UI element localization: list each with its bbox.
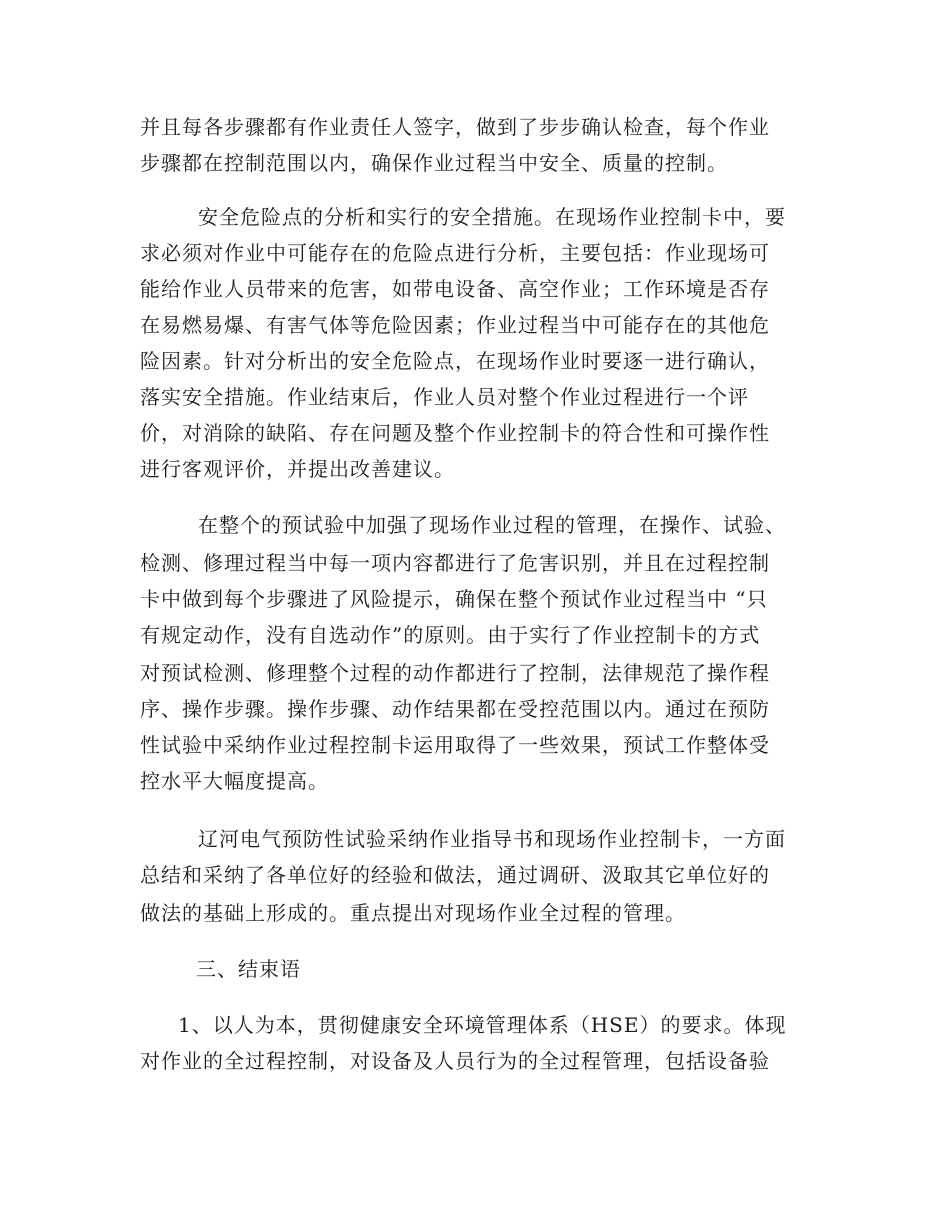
paragraph-2-line-1: 安全危险点的分析和实行的安全措施。在现场作业控制卡中，要 bbox=[198, 205, 786, 229]
paragraph-4-line-3: 做法的基础上形成的。重点提出对现场作业全过程的管理。 bbox=[140, 901, 686, 925]
paragraph-3-line-3: 卡中做到每个步骤进了风险提示，确保在整个预试作业过程当中 “只 bbox=[140, 587, 768, 611]
paragraph-2-line-7: 价，对消除的缺陷、存在问题及整个作业控制卡的符合性和可操作性 bbox=[140, 421, 770, 445]
paragraph-1-line-2: 步骤都在控制范围以内，确保作业过程当中安全、质量的控制。 bbox=[140, 151, 728, 175]
paragraph-3-line-2: 检测、修理过程当中每一项内容都进行了危害识别，并且在过程控制 bbox=[140, 551, 770, 575]
paragraph-4-line-1: 辽河电气预防性试验采纳作业指导书和现场作业控制卡，一方面 bbox=[198, 827, 786, 851]
paragraph-1-line-1: 并且每各步骤都有作业责任人签字，做到了步步确认检查，每个作业 bbox=[140, 115, 770, 139]
paragraph-2-line-2: 求必须对作业中可能存在的危险点进行分析，主要包括：作业现场可 bbox=[140, 241, 770, 265]
paragraph-2-line-6: 落实安全措施。作业结束后，作业人员对整个作业过程进行一个评 bbox=[140, 385, 749, 409]
paragraph-4-line-2: 总结和采纳了各单位好的经验和做法，通过调研、汲取其它单位好的 bbox=[140, 863, 770, 887]
numbered-item-1-line-1: 1、以人为本，贯彻健康安全环境管理体系（HSE）的要求。体现 bbox=[178, 1013, 787, 1037]
paragraph-3-line-8: 控水平大幅度提高。 bbox=[140, 769, 329, 793]
paragraph-2-line-3: 能给作业人员带来的危害，如带电设备、高空作业；工作环境是否存 bbox=[140, 277, 770, 301]
paragraph-2-line-5: 险因素。针对分析出的安全危险点，在现场作业时要逐一进行确认， bbox=[140, 349, 770, 373]
paragraph-3-line-4: 有规定动作，没有自选动作”的原则。由于实行了作业控制卡的方式 bbox=[140, 623, 761, 647]
paragraph-3-line-7: 性试验中采纳作业过程控制卡运用取得了一些效果，预试工作整体受 bbox=[140, 733, 770, 757]
paragraph-3-line-1: 在整个的预试验中加强了现场作业过程的管理，在操作、试验、 bbox=[198, 513, 786, 537]
section-heading: 三、结束语 bbox=[196, 957, 301, 981]
numbered-item-1-line-2: 对作业的全过程控制，对设备及人员行为的全过程管理，包括设备验 bbox=[140, 1049, 770, 1073]
paragraph-3-line-6: 序、操作步骤。操作步骤、动作结果都在受控范围以内。通过在预防 bbox=[140, 697, 770, 721]
paragraph-2-line-8: 进行客观评价，并提出改善建议。 bbox=[140, 457, 455, 481]
paragraph-3-line-5: 对预试检测、修理整个过程的动作都进行了控制，法律规范了操作程 bbox=[140, 661, 770, 685]
paragraph-2-line-4: 在易燃易爆、有害气体等危险因素；作业过程当中可能存在的其他危 bbox=[140, 313, 770, 337]
